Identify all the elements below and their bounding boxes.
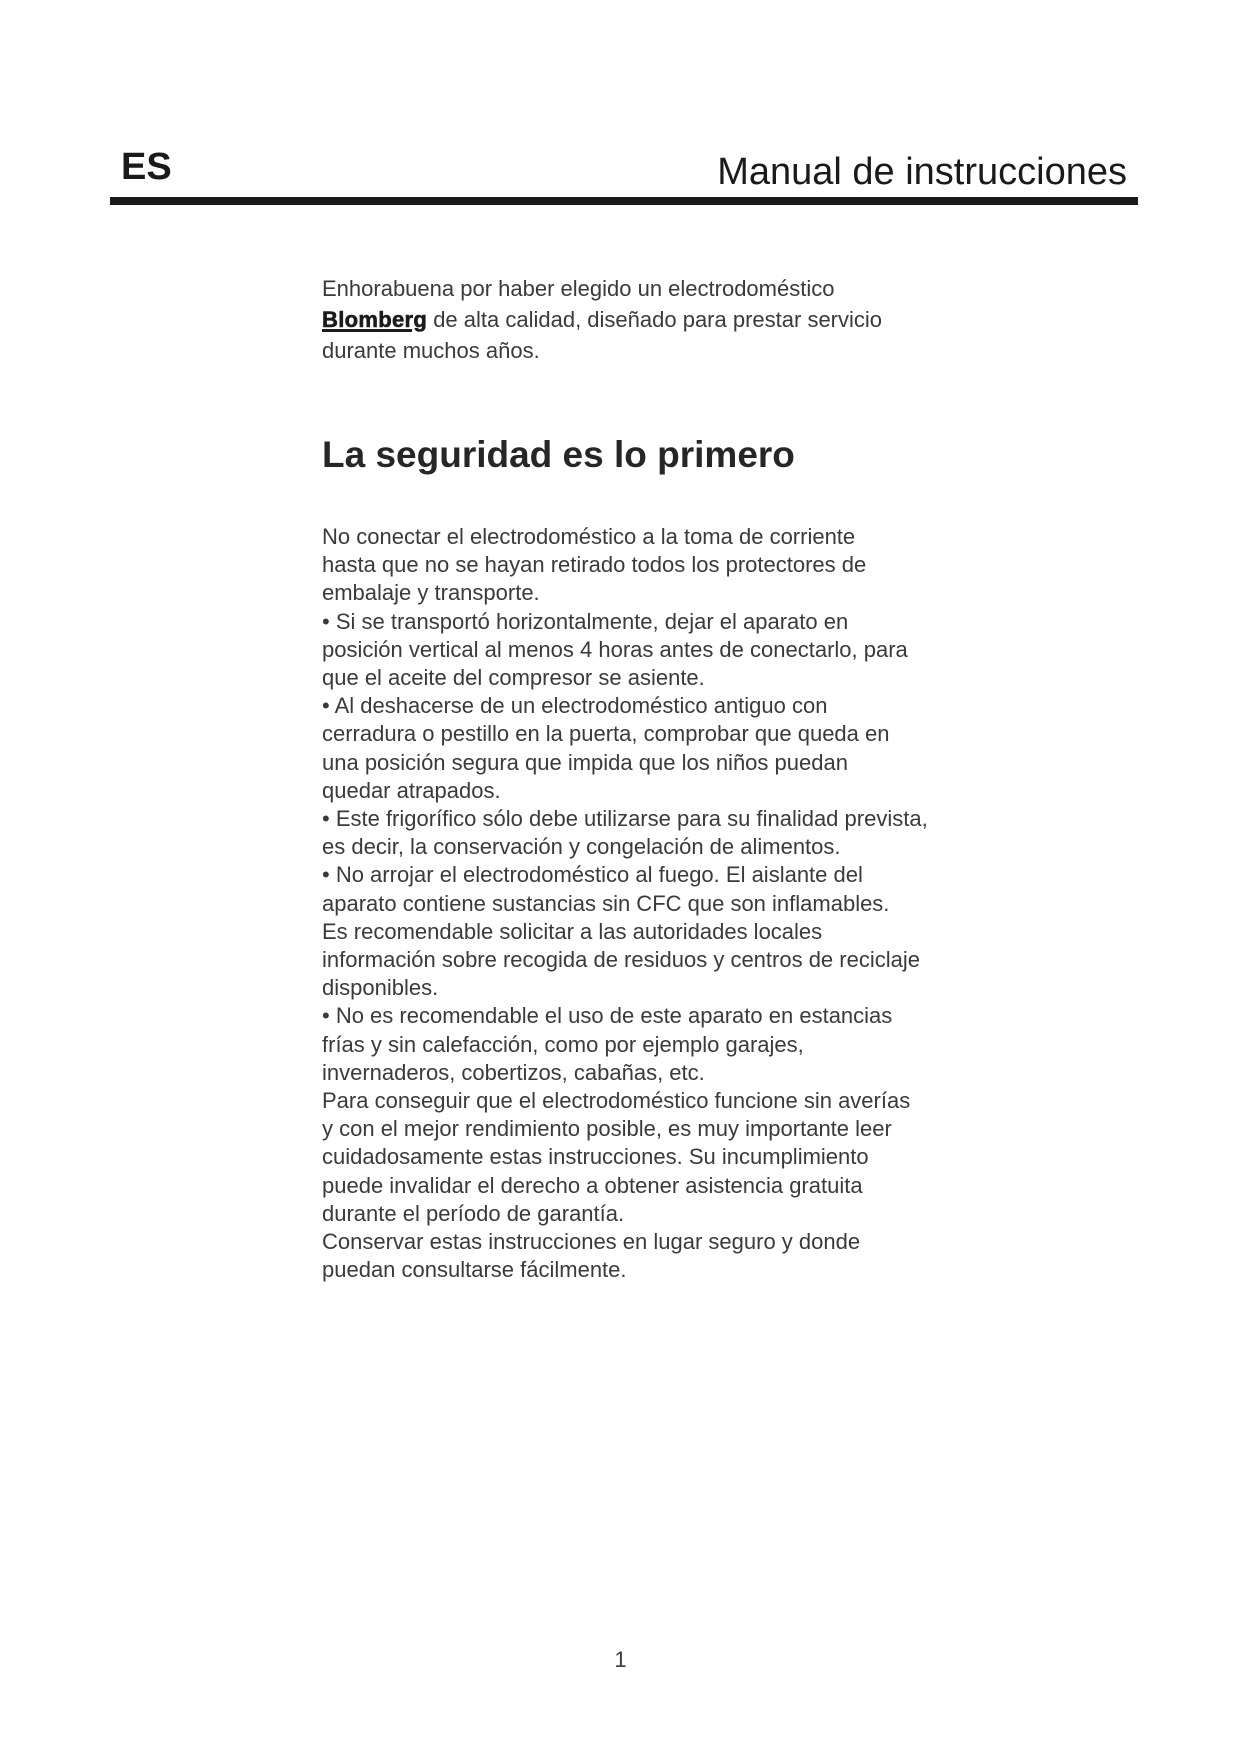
language-code: ES bbox=[121, 146, 172, 188]
body-line: • No arrojar el electrodoméstico al fuego. El aislante del bbox=[322, 862, 863, 888]
header-divider bbox=[110, 197, 1138, 205]
intro-line-2 bbox=[322, 304, 932, 335]
body-line: durante el período de garantía. bbox=[322, 1200, 625, 1226]
body-line: • Si se transportó horizontalmente, dejar el aparato en bbox=[322, 608, 849, 634]
intro-line-3: durante muchos años. bbox=[322, 338, 540, 363]
page-number: 1 bbox=[614, 1647, 627, 1672]
body-line: invernaderos, cobertizos, cabañas, etc. bbox=[322, 1059, 705, 1085]
body-line: y con el mejor rendimiento posible, es muy importante leer bbox=[322, 1116, 892, 1142]
body-line: Conservar estas instrucciones en lugar seguro y donde bbox=[322, 1229, 861, 1255]
body-line: información sobre recogida de residuos y centros de reciclaje bbox=[322, 947, 920, 973]
safety-text bbox=[322, 523, 932, 1284]
body-line: aparato contiene sustancias sin CFC que son inflamables. bbox=[322, 890, 890, 916]
intro-paragraph bbox=[322, 273, 932, 366]
body-line: quedar atrapados. bbox=[322, 777, 501, 803]
intro-line-1: Enhorabuena por haber elegido un electrodoméstico bbox=[322, 276, 835, 301]
body-line: No conectar el electrodoméstico a la toma de corriente bbox=[322, 524, 856, 549]
body-line: puede invalidar el derecho a obtener asistencia gratuita bbox=[322, 1172, 863, 1198]
main-content bbox=[322, 273, 932, 1283]
body-line: puedan consultarse fácilmente. bbox=[322, 1257, 627, 1283]
body-line: hasta que no se hayan retirado todos los protectores de bbox=[322, 552, 867, 578]
body-line: una posición segura que impida que los niños puedan bbox=[322, 749, 848, 775]
body-line: • Al deshacerse de un electrodoméstico antiguo con bbox=[322, 693, 828, 719]
body-line: embalaje y transporte. bbox=[322, 580, 540, 606]
body-line: Es recomendable solicitar a las autoridades locales bbox=[322, 918, 823, 944]
body-line: Para conseguir que el electrodoméstico funcione sin averías bbox=[322, 1088, 911, 1114]
body-line: que el aceite del compresor se asiente. bbox=[322, 665, 705, 691]
body-line: disponibles. bbox=[322, 975, 439, 1001]
body-line: frías y sin calefacción, como por ejemplo garajes, bbox=[322, 1031, 804, 1057]
body-line: • Este frigorífico sólo debe utilizarse para su finalidad prevista, bbox=[322, 806, 928, 832]
body-line: cerradura o pestillo en la puerta, comprobar que queda en bbox=[322, 721, 890, 747]
manual-title: Manual de instrucciones bbox=[717, 151, 1127, 193]
intro-line-2-text: de alta calidad, diseñado para prestar servicio bbox=[427, 307, 883, 332]
body-line: cuidadosamente estas instrucciones. Su incumplimiento bbox=[322, 1144, 869, 1170]
body-line: posición vertical al menos 4 horas antes de conectarlo, para bbox=[322, 636, 908, 662]
section-heading: La seguridad es lo primero bbox=[322, 434, 795, 475]
body-line: • No es recomendable el uso de este aparato en estancias bbox=[322, 1003, 893, 1029]
brand-logo: Blomberg bbox=[322, 307, 428, 332]
body-line: es decir, la conservación y congelación de alimentos. bbox=[322, 834, 841, 860]
